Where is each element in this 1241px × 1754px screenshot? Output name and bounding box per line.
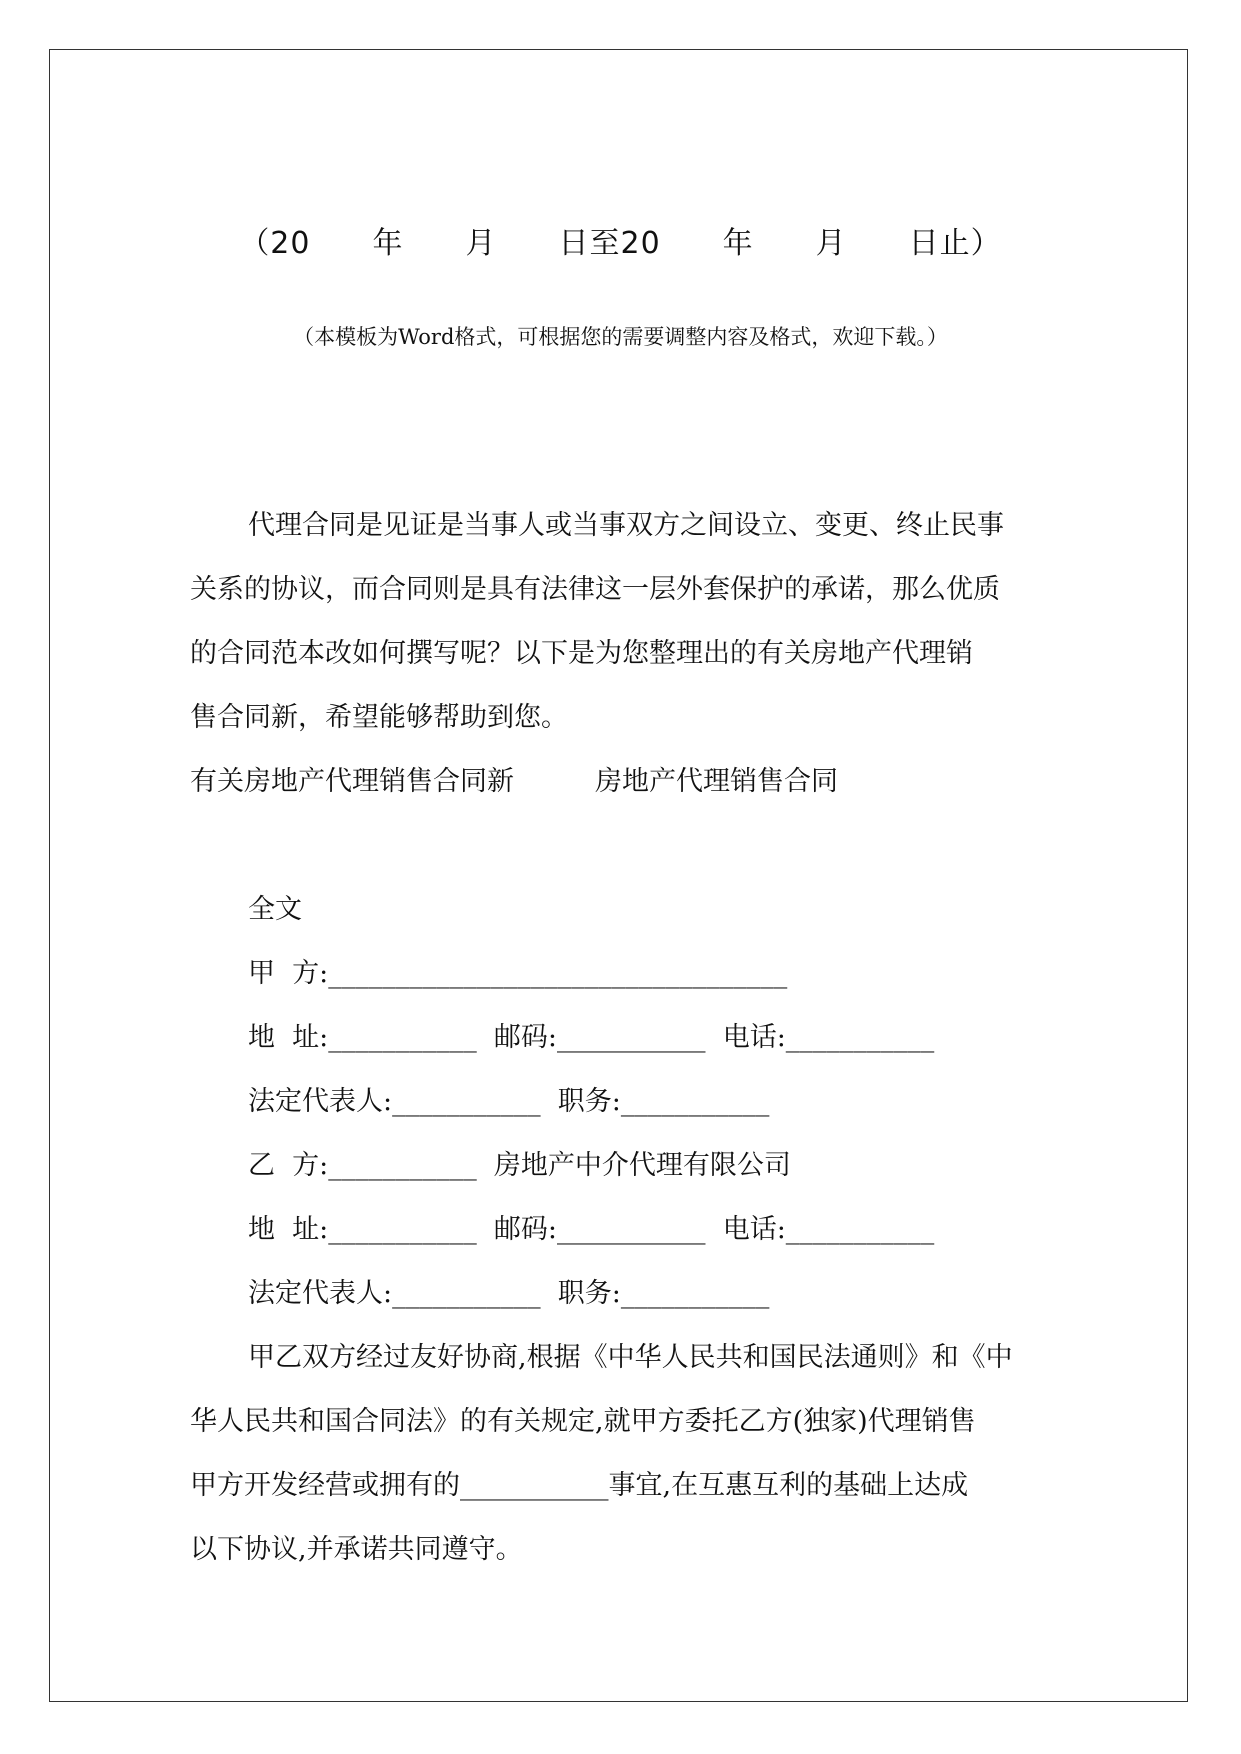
party-a-address-field: 地 址:___________ 邮码:___________ 电话:___________ xyxy=(248,1022,935,1053)
intro-line: 代理合同是见证是当事人或当事双方之间设立、变更、终止民事 xyxy=(248,510,1004,541)
spacer xyxy=(190,814,1070,878)
preamble-line: 华人民共和国合同法》的有关规定,就甲方委托乙方(独家)代理销售 xyxy=(190,1406,976,1437)
intro-line: 的合同范本改如何撰写呢？以下是为您整理出的有关房地产代理销 xyxy=(190,638,973,669)
preamble-line: 甲方开发经营或拥有的___________事宜,在互惠互利的基础上达成 xyxy=(190,1470,969,1501)
preamble-line: 甲乙双方经过友好协商,根据《中华人民共和国民法通则》和《中 xyxy=(248,1342,1013,1373)
intro-line: 关系的协议，而合同则是具有法律这一层外套保护的承诺，那么优质 xyxy=(190,574,1000,605)
intro-line: 售合同新，希望能够帮助到您。 xyxy=(190,702,568,733)
party-b-field: 乙 方:___________ 房地产中介代理有限公司 xyxy=(248,1150,791,1181)
party-b-representative-field: 法定代表人:___________ 职务:___________ xyxy=(248,1278,770,1309)
document-body xyxy=(190,494,1070,1582)
titles-line: 有关房地产代理销售合同新 房地产代理销售合同 xyxy=(190,766,838,797)
party-a-representative-field: 法定代表人:___________ 职务:___________ xyxy=(248,1086,770,1117)
template-note: （本模板为Word格式，可根据您的需要调整内容及格式，欢迎下载。） xyxy=(293,325,948,349)
preamble-line: 以下协议,并承诺共同遵守。 xyxy=(190,1534,523,1565)
party-b-address-field: 地 址:___________ 邮码:___________ 电话:___________ xyxy=(248,1214,935,1245)
fulltext-label: 全文 xyxy=(248,894,302,925)
party-a-field: 甲 方:__________________________________ xyxy=(248,958,788,989)
date-range-heading: （20 年 月 日至20 年 月 日止） xyxy=(239,226,1002,261)
